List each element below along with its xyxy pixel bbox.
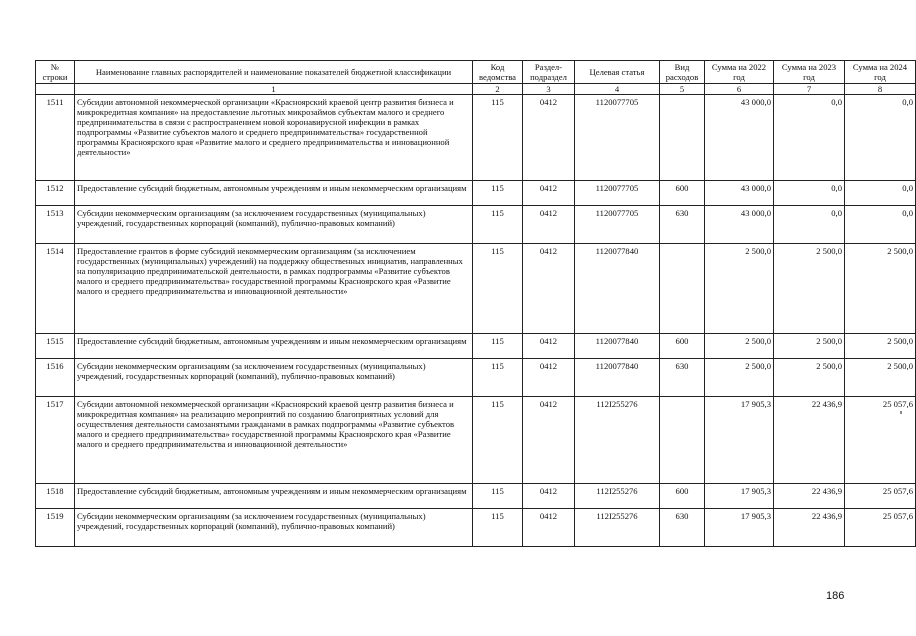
row-sum-2024: 2 500,0 <box>845 244 916 334</box>
row-sum-2022: 43 000,0 <box>705 206 774 244</box>
table-row <box>36 206 916 244</box>
row-sum-2024: 2 500,0 <box>845 359 916 397</box>
table-row <box>36 244 916 334</box>
row-target-article: 1120077840 <box>575 359 660 397</box>
row-section: 0412 <box>523 509 575 547</box>
row-dept-code: 115 <box>473 509 523 547</box>
row-sum-2023: 22 436,9 <box>774 397 845 484</box>
column-number: 7 <box>774 84 845 95</box>
row-sum-2022: 2 500,0 <box>705 359 774 397</box>
table-row <box>36 397 916 484</box>
row-name: Субсидии некоммерческим организациям (за исключением государственных (муниципальных) учреждений, государственных корпораций (компаний), публично-правовых компаний) <box>75 509 473 547</box>
header-target-article: Целевая статья <box>575 61 660 84</box>
row-sum-2024: 0,0 <box>845 181 916 206</box>
row-sum-2023: 0,0 <box>774 95 845 181</box>
row-sum-2023: 0,0 <box>774 206 845 244</box>
row-target-article: 112I255276 <box>575 509 660 547</box>
header-dept-code: Код ведомства <box>473 61 523 84</box>
row-section: 0412 <box>523 244 575 334</box>
row-dept-code: 115 <box>473 206 523 244</box>
row-expense-type <box>660 244 705 334</box>
table-row <box>36 181 916 206</box>
table-row <box>36 509 916 547</box>
header-sum-2024: Сумма на 2024 год <box>845 61 916 84</box>
row-target-article: 112I255276 <box>575 397 660 484</box>
row-sum-2024: 0,0 <box>845 206 916 244</box>
row-section: 0412 <box>523 95 575 181</box>
column-number: 1 <box>75 84 473 95</box>
row-target-article: 1120077705 <box>575 206 660 244</box>
header-sum-2023: Сумма на 2023 год <box>774 61 845 84</box>
column-number: 2 <box>473 84 523 95</box>
column-number: 3 <box>523 84 575 95</box>
row-number: 1512 <box>36 181 75 206</box>
header-section: Раздел-подраздел <box>523 61 575 84</box>
row-sum-2024: 0,0 <box>845 95 916 181</box>
column-number <box>36 84 75 95</box>
row-expense-type: 600 <box>660 484 705 509</box>
row-expense-type: 630 <box>660 206 705 244</box>
row-number: 1511 <box>36 95 75 181</box>
row-expense-type: 630 <box>660 509 705 547</box>
header-expense-type: Вид расходов <box>660 61 705 84</box>
row-sum-2022: 2 500,0 <box>705 334 774 359</box>
row-section: 0412 <box>523 397 575 484</box>
row-sum-2022: 2 500,0 <box>705 244 774 334</box>
row-number: 1518 <box>36 484 75 509</box>
row-sum-2023: 0,0 <box>774 181 845 206</box>
row-sum-2024: 25 057,6 <box>845 509 916 547</box>
row-number: 1515 <box>36 334 75 359</box>
row-name: Предоставление субсидий бюджетным, автономным учреждениям и иным некоммерческим организациям <box>75 484 473 509</box>
row-dept-code: 115 <box>473 181 523 206</box>
header-name: Наименование главных распорядителей и наименование показателей бюджетной классификации <box>75 61 473 84</box>
table-row <box>36 359 916 397</box>
column-number: 5 <box>660 84 705 95</box>
row-number: 1514 <box>36 244 75 334</box>
row-sum-2023: 2 500,0 <box>774 359 845 397</box>
row-name: Субсидии автономной некоммерческой организации «Красноярский краевой центр развития бизнеса и микрокредитная компания» на реализацию мероприятий по созданию благоприятных условий для осуществления деятельности самозанятыми гражданами в рамках подпрограммы «Развитие субъектов малого и среднего предпринимательства» государственной программы Красноярского края «Развитие малого и среднего предпринимательства и инновационной деятельности» <box>75 397 473 484</box>
budget-table <box>35 60 916 547</box>
row-name: Субсидии некоммерческим организациям (за исключением государственных (муниципальных) учреждений, государственных корпораций (компаний), публично-правовых компаний) <box>75 359 473 397</box>
column-number-row <box>36 84 916 95</box>
row-sum-2022: 17 905,3 <box>705 397 774 484</box>
row-number: 1516 <box>36 359 75 397</box>
header-row-number: № строки <box>36 61 75 84</box>
column-number: 6 <box>705 84 774 95</box>
row-sum-2023: 2 500,0 <box>774 244 845 334</box>
row-target-article: 1120077840 <box>575 334 660 359</box>
row-number: 1519 <box>36 509 75 547</box>
table-row <box>36 95 916 181</box>
page-number: 186 <box>826 590 845 602</box>
row-section: 0412 <box>523 359 575 397</box>
table-row <box>36 334 916 359</box>
row-expense-type: 600 <box>660 181 705 206</box>
row-name: Предоставление грантов в форме субсидий некоммерческим организациям (за исключением государственных (муниципальных) учреждений) на поддержку общественных инициатив, направленных на популяризацию предпринимательской деятельности, в рамках подпрограммы «Развитие субъектов малого и среднего предпринимательства» государственной программы Красноярского края «Развитие малого и среднего предпринимательства и инновационной деятельности» <box>75 244 473 334</box>
row-name: Предоставление субсидий бюджетным, автономным учреждениям и иным некоммерческим организациям <box>75 181 473 206</box>
row-expense-type: 600 <box>660 334 705 359</box>
row-expense-type: 630 <box>660 359 705 397</box>
row-dept-code: 115 <box>473 359 523 397</box>
row-dept-code: 115 <box>473 397 523 484</box>
row-dept-code: 115 <box>473 484 523 509</box>
row-target-article: 112I255276 <box>575 484 660 509</box>
row-dept-code: 115 <box>473 244 523 334</box>
table-body <box>36 95 916 547</box>
column-number: 4 <box>575 84 660 95</box>
row-sum-2024: 2 500,0 <box>845 334 916 359</box>
row-target-article: 1120077705 <box>575 95 660 181</box>
row-sum-2022: 43 000,0 <box>705 181 774 206</box>
row-target-article: 1120077840 <box>575 244 660 334</box>
scan-edge-mark <box>900 411 902 414</box>
row-section: 0412 <box>523 484 575 509</box>
row-expense-type <box>660 397 705 484</box>
row-name: Субсидии некоммерческим организациям (за исключением государственных (муниципальных) учреждений, государственных корпораций (компаний), публично-правовых компаний) <box>75 206 473 244</box>
row-section: 0412 <box>523 206 575 244</box>
row-name: Предоставление субсидий бюджетным, автономным учреждениям и иным некоммерческим организациям <box>75 334 473 359</box>
row-sum-2024: 25 057,6 <box>845 484 916 509</box>
row-sum-2022: 17 905,3 <box>705 509 774 547</box>
row-sum-2023: 2 500,0 <box>774 334 845 359</box>
row-section: 0412 <box>523 181 575 206</box>
table-row <box>36 484 916 509</box>
row-expense-type <box>660 95 705 181</box>
row-target-article: 1120077705 <box>575 181 660 206</box>
row-sum-2022: 43 000,0 <box>705 95 774 181</box>
row-sum-2023: 22 436,9 <box>774 484 845 509</box>
row-sum-2022: 17 905,3 <box>705 484 774 509</box>
column-number: 8 <box>845 84 916 95</box>
row-sum-2023: 22 436,9 <box>774 509 845 547</box>
row-number: 1517 <box>36 397 75 484</box>
row-sum-2024: 25 057,6 <box>845 397 916 484</box>
row-number: 1513 <box>36 206 75 244</box>
row-dept-code: 115 <box>473 334 523 359</box>
row-name: Субсидии автономной некоммерческой организации «Красноярский краевой центр развития бизнеса и микрокредитная компания» на предоставление льготных микрозаймов субъектам малого и среднего предпринимательства в связи с распространением новой коронавирусной инфекции в рамках подпрограммы «Развитие субъектов малого и среднего предпринимательства» государственной программы Красноярского края «Развитие малого и среднего предпринимательства и инновационной деятельности» <box>75 95 473 181</box>
row-section: 0412 <box>523 334 575 359</box>
header-row <box>36 61 916 84</box>
header-sum-2022: Сумма на 2022 год <box>705 61 774 84</box>
row-dept-code: 115 <box>473 95 523 181</box>
